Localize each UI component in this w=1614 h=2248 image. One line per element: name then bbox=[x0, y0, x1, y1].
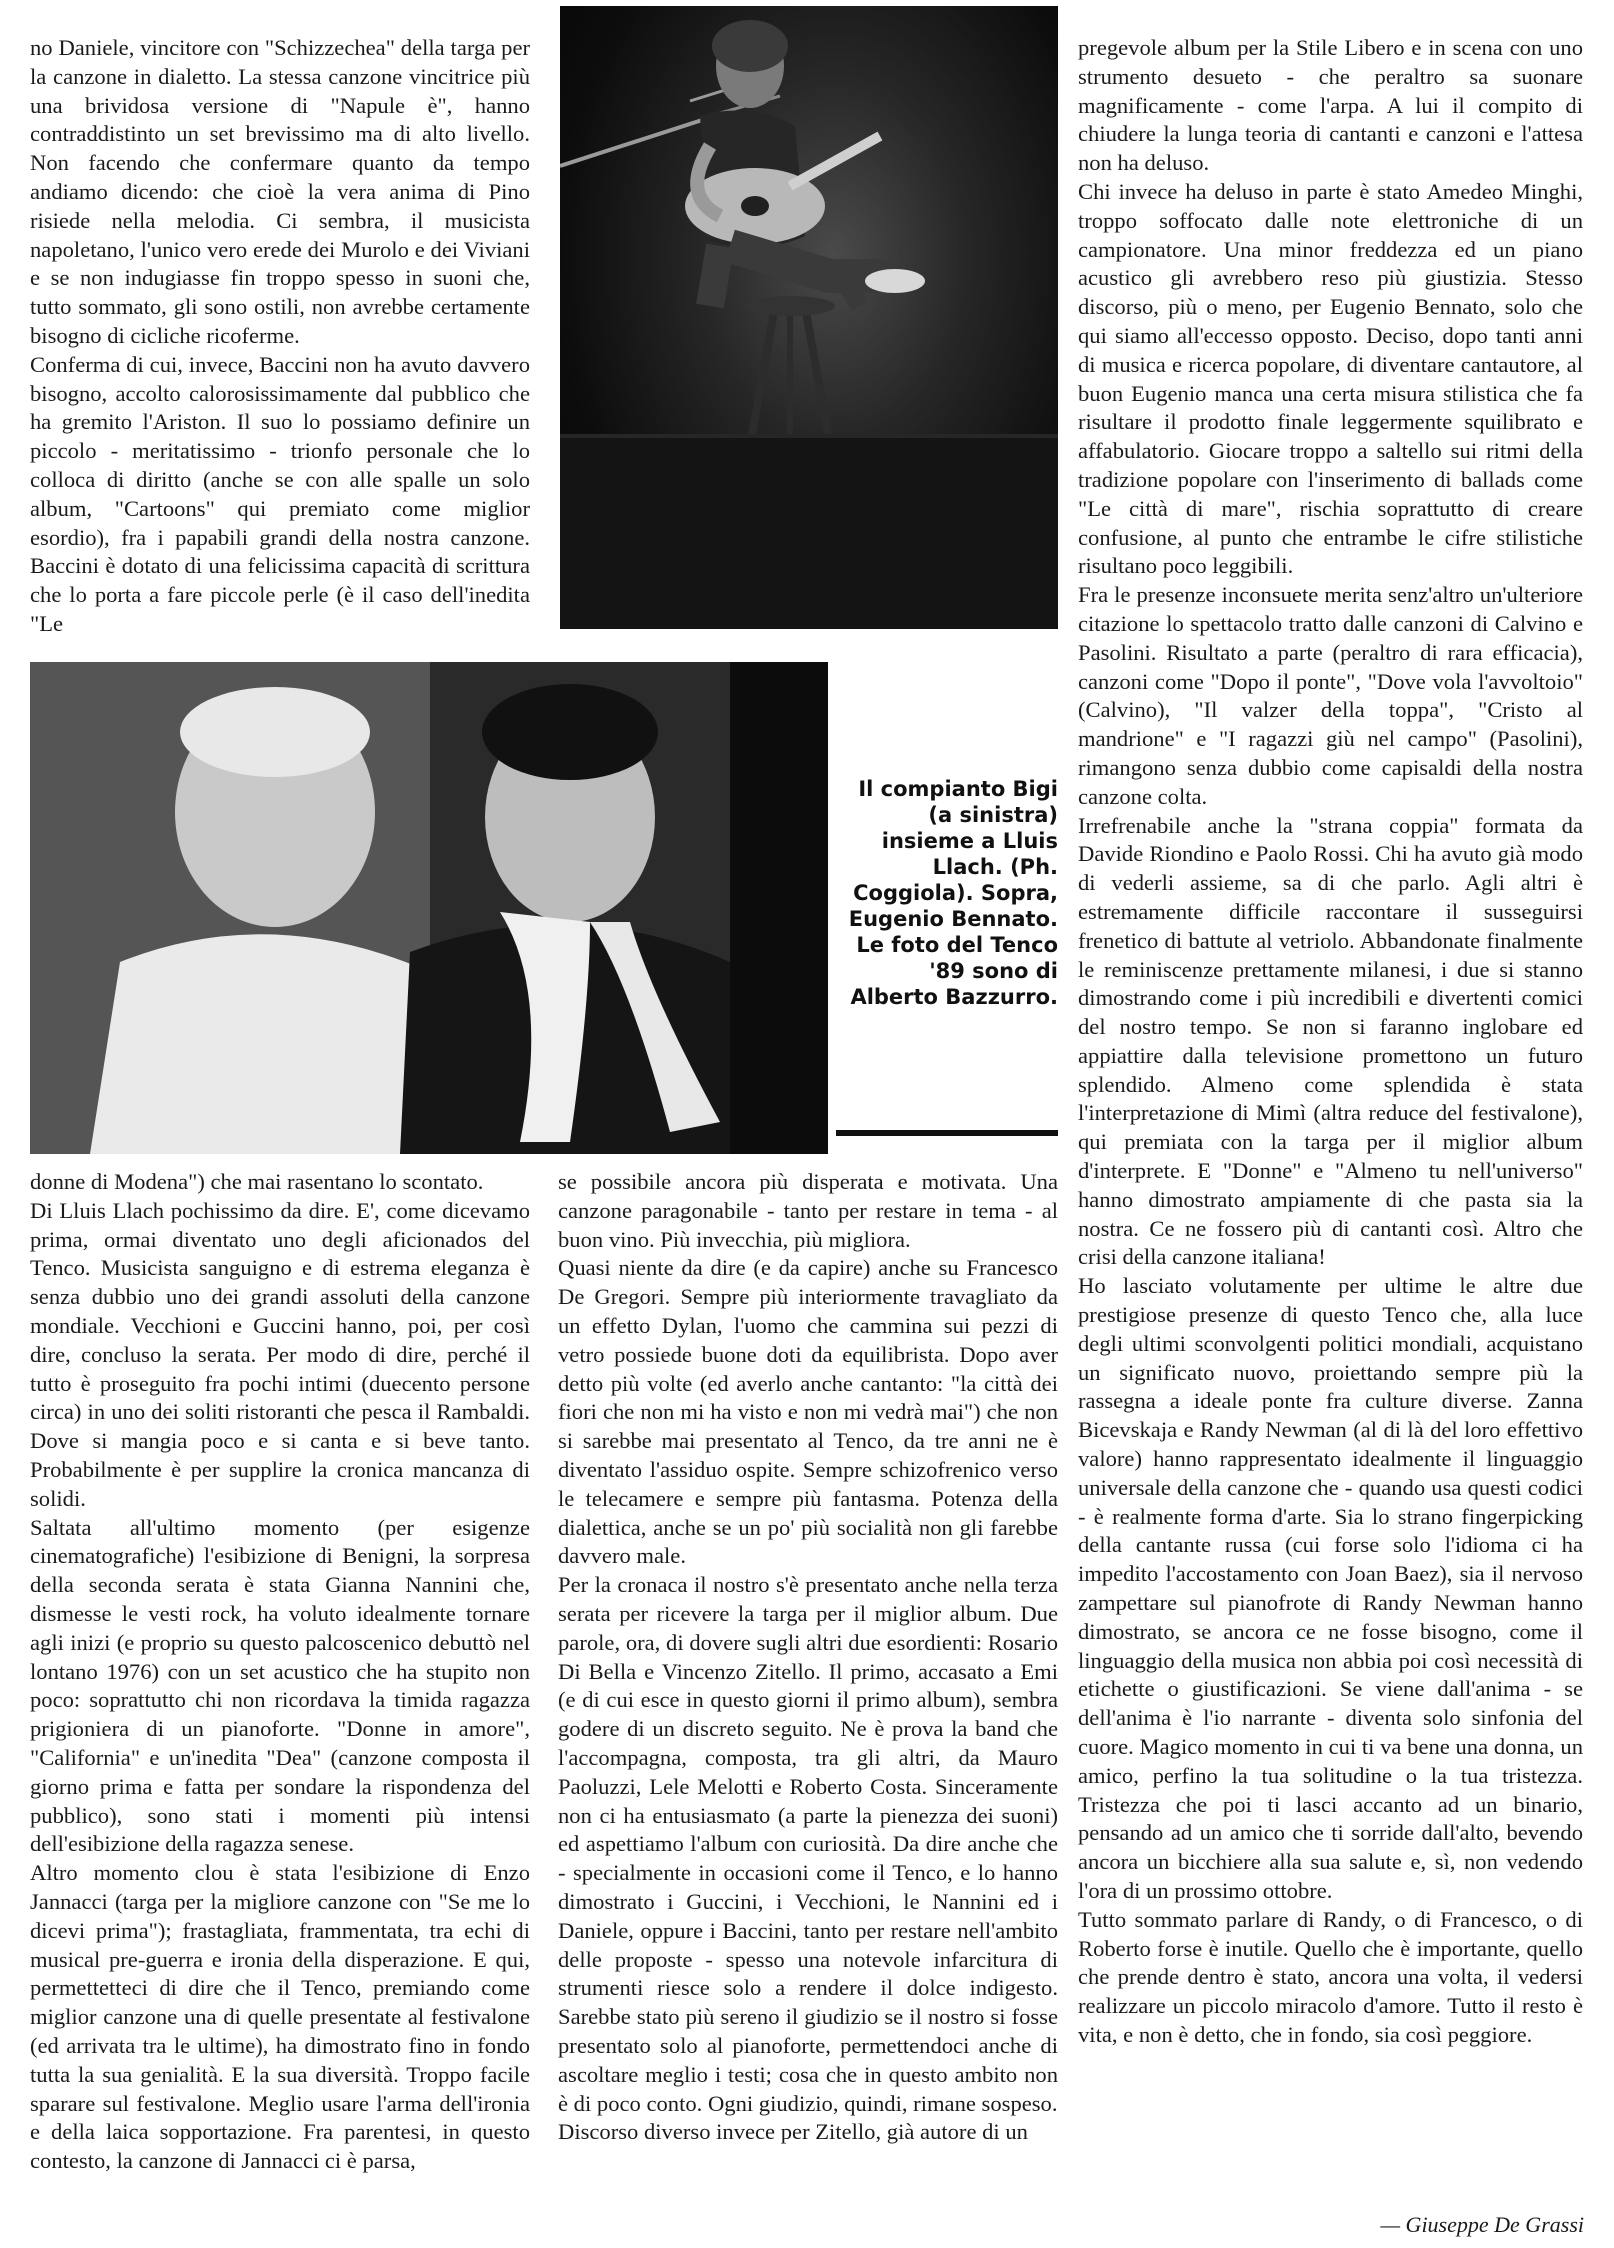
article-column-left-bottom bbox=[30, 1168, 530, 2218]
paragraph: pregevole album per la Stile Libero e in scena con uno strumento desueto - che peraltro sa suonare magnificamente - come l'arpa. A lui il compito di chiudere la lunga teoria di cantanti e canzoni e l'attesa non ha deluso. bbox=[1078, 35, 1583, 176]
paragraph: donne di Modena") che mai rasentano lo scontato. bbox=[30, 1169, 484, 1194]
two-men-portrait bbox=[30, 662, 828, 1154]
paragraph: Per la cronaca il nostro s'è presentato anche nella terza serata per ricevere la targa per il miglior album. Due parole, ora, di dovere sugli altri due esordienti: Rosario Di Bella e Vincenzo Zitello. Il primo, accasato a Emi (e di cui esce in questo giorni il primo album), sembra godere di un discreto seguito. Ne è prova la band che l'accompagna, composta, tra gli altri, da Mauro Paoluzzi, Lele Melotti e Roberto Costa. Sinceramente non ci ha entusiasmato (a parte la pienezza dei suoni) ed aspettiamo l'album con curiosità. Da dire anche che - specialmente in occasioni come il Tenco, e lo hanno dimostrato i Guccini, i Vecchioni, le Nannini ed i Daniele, oppure i Baccini, tanto per restare nell'ambito delle proposte - spesso una notevole infarcitura di strumenti riesce solo a rendere il dolce indigesto. Sarebbe stato più sereno il giudizio se il nostro si fosse presentato solo al pianoforte, permettendoci anche di ascoltare meglio i testi; cosa che in questo ambito non è di poco conto. Ogni giudizio, quindi, rimane sospeso. bbox=[558, 1572, 1058, 2116]
paragraph: Saltata all'ultimo momento (per esigenze cinematografiche) l'esibizione di Benigni, la sorpresa della seconda serata è stata Gianna Nannini che, dismesse le vesti rock, ha voluto idealmente tornare agli inizi (e proprio su questo palcoscenico debuttò nel lontano 1976) con un set acustico che ha stupito non poco: soprattutto chi non ricordava la timida ragazza prigioniera di un pianoforte. "Donne in amore", "California" e un'inedita "Dea" (canzone composta il giorno prima e fatta per sondare la rispondenza del pubblico), sono stati i momenti più intensi dell'esibizione della ragazza senese. bbox=[30, 1514, 530, 1857]
paragraph: Di Lluis Llach pochissimo da dire. E', come dicevamo prima, ormai diventato uno degli aficionados del Tenco. Musicista sanguigno e di estrema eleganza è senza dubbio uno dei grandi assoluti della canzone mondiale. Vecchioni e Guccini hanno, poi, per così dire, concluso la serata. Per modo di dire, perché il tutto è proseguito fra pochi intimi (duecento persone circa) in uno dei soliti ristoranti che pesca il Rambaldi. Dove si mangia poco e si canta e si beve tanto. Probabilmente è per supplire la cronica mancanza di solidi. bbox=[30, 1197, 530, 1511]
paragraph: Chi invece ha deluso in parte è stato Amedeo Minghi, troppo soffocato dalle note elettroniche di un campionatore. Una minor freddezza ed un piano acustico gli avrebbero reso più giustizia. Stesso discorso, più o meno, per Eugenio Bennato, solo che qui siamo all'eccesso opposto. Deciso, dopo tanti anni di musica e ricerca popolare, di diventare cantautore, al buon Eugenio manca una certa misura stilistica che fa risultare il prodotto finale leggermente squilibrato e affabulatorio. Giocare troppo a saltello sui ritmi della tradizione popolare con l'inserimento di ballads come "Le città di mare", rischia soprattutto di creare confusione, al punto che entrambe le cifre stilistiche risultano poco leggibili. bbox=[1078, 178, 1583, 579]
paragraph: Tutto sommato parlare di Randy, o di Francesco, o di Roberto forse è inutile. Quello che è importante, quello che prende dentro è stato, ancora una volta, il vedersi realizzare un piccolo miracolo d'amore. Tutto il resto è vita, e non è detto, che in fondo, sia così peggiore. bbox=[1078, 1906, 1583, 2047]
photo-caption: Il compianto Bigi (a sinistra) insieme a Lluis Llach. (Ph. Coggiola). Sopra, Eugenio Bennato. Le foto del Tenco '89 sono di Alberto Bazzurro. bbox=[848, 777, 1058, 1009]
paragraph: Altro momento clou è stata l'esibizione di Enzo Jannacci (targa per la migliore canzone con "Se me lo dicevi prima"); frastagliata, frammentata, tra echi di musical pre-guerra e ironia della disperazione. E qui, permettetteci di dire che il Tenco, premiando come miglior canzone una di quelle presentate al festivalone (ed arrivata tra le ultime), ha dimostrato fino in fondo tutta la sua genialità. E la sua diversità. Troppo facile sparare sul festivalone. Meglio usare l'arma dell'ironia e della laica sopportazione. Fra parentesi, in questo contesto, la canzone di Jannacci ci è parsa, bbox=[30, 1860, 530, 2174]
article-column-middle-bottom bbox=[558, 1168, 1058, 2218]
photo-eugenio-bennato bbox=[560, 6, 1058, 629]
article-column-right bbox=[1078, 34, 1583, 2184]
paragraph: Irrefrenabile anche la "strana coppia" formata da Davide Riondino e Paolo Rossi. Chi ha avuto già modo di vederli assieme, sa di che parlo. Agli altri è estremamente difficile raccontare il susseguirsi frenetico di battute al vetriolo. Abbandonate finalmente le reminiscenze prettamente milanesi, i due si stanno dimostrando come i più incredibili e divertenti comici del nostro tempo. Se non si faranno inglobare ed appiattire dalla televisione promettono un futuro splendido. Almeno come splendida è stata l'interpretazione di Mimì (altra reduce del festivalone), qui premiata con la targa per il miglior album d'interprete. E "Donne" e "Almeno tu nell'universo" hanno dimostrato ampiamente di che pasta sia la nostra. Ce ne fossero più di cantanti così. Altro che crisi della canzone italiana! bbox=[1078, 812, 1583, 1270]
paragraph: Quasi niente da dire (e da capire) anche su Francesco De Gregori. Sempre più interiormente travagliato da un effetto Dylan, l'uomo che cammina sui pezzi di vetro possiede buone doti da equilibrista. Dopo aver detto più volte (ed averlo anche cantanto: "la città dei fiori che non mi ha visto e non mi vedrà mai") che non si sarebbe mai presentato al Tenco, da tre anni ne è diventato l'assiduo ospite. Sempre schizofrenico verso le telecamere e sempre più fantasma. Potenza della dialettica, anche se un po' più socialità non gli farebbe davvero male. bbox=[558, 1255, 1058, 1569]
caption-divider bbox=[836, 1130, 1058, 1136]
photo-bigi-and-llach bbox=[30, 662, 828, 1154]
paragraph: Fra le presenze inconsuete merita senz'altro un'ulteriore citazione lo spettacolo tratto dalle canzoni di Calvino e Pasolini. Risultato a parte (peraltro di rara efficacia), canzoni come "Dopo il ponte", "Dove vola l'avvoltoio" (Calvino), "Il valzer della toppa", "Cristo al mandrione" e "I ragazzi giù nel campo" (Pasolini), rimangono senza dubbio come capisaldi della nostra canzone colta. bbox=[1078, 582, 1583, 809]
paragraph: Ho lasciato volutamente per ultime le altre due prestigiose presenze di questo Tenco che, alla luce degli ultimi sconvolgenti politici mondiali, acquistano un significato nuovo, proiettando sempre più la rassegna a ideale ponte fra culture diverse. Zanna Bicevskaja e Randy Newman (al di là del loro effettivo valore) hanno rappresentato idealmente il linguaggio universale della canzone che - quando usa questi codici - è realmente forma d'arte. Sia lo strano fingerpicking della cantante russa (cui forse solo l'idioma ci ha impedito l'accostamento con Joan Baez), sia il nervoso zampettare sul pianofrote di Randy Newman hanno dimostrato, se ancora ce ne fosse bisogno, come il linguaggio della musica non abbia poi così necessità di etichette o giustificazioni. Se viene dall'anima - se dell'anima è l'io narrante - diventa solo sinfonia del cuore. Magico momento in cui ti va bene una donna, un amico, perfino la tua solitudine o la tua tristezza. Tristezza che poi ti lasci accanto ad un binario, pensando ad un amico che ti sorride dall'alto, bevendo ancora un bicchiere alla sua salute e, sì, non vedendo l'ora di un prossimo ottobre. bbox=[1078, 1273, 1583, 1903]
guitarist-silhouette bbox=[560, 6, 1058, 629]
author-signature: — Giuseppe De Grassi bbox=[1380, 2212, 1584, 2237]
paragraph: se possibile ancora più disperata e motivata. Una canzone paragonabile - tanto per restare in tema - al buon vino. Più invecchia, più migliora. bbox=[558, 1169, 1058, 1252]
paragraph: Conferma di cui, invece, Baccini non ha avuto davvero bisogno, accolto calorosissimamente dal pubblico che ha gremito l'Ariston. Il suo lo possiamo definire un piccolo - meritatissimo - trionfo personale che lo colloca di diritto (anche se con alle spalle un solo album, "Cartoons" qui premiato come miglior esordio), fra i papabili grandi della nostra canzone. Baccini è dotato di una felicissima capacità di scrittura che lo porta a fare piccole perle (è il caso dell'inedita "Le bbox=[30, 351, 530, 636]
paragraph: Discorso diverso invece per Zitello, già autore di un bbox=[558, 2119, 1028, 2145]
paragraph: no Daniele, vincitore con "Schizzechea" della targa per la canzone in dialetto. La stessa canzone vincitrice più una brividosa versione di "Napule è", hanno contraddistinto un set brevissimo ma di alto livello. Non facendo che confermare quanto da tempo andiamo dicendo: che cioè la vera anima di Pino risiede nella melodia. Ci sembra, il musicista napoletano, l'unico vero erede dei Murolo e dei Viviani e se non indugiasse fin troppo spesso in suoni che, tutto sommato, gli sono ostili, non avrebbe certamente bisogno di cicliche ricoferme. bbox=[30, 35, 530, 348]
article-column-left-top bbox=[30, 34, 530, 644]
